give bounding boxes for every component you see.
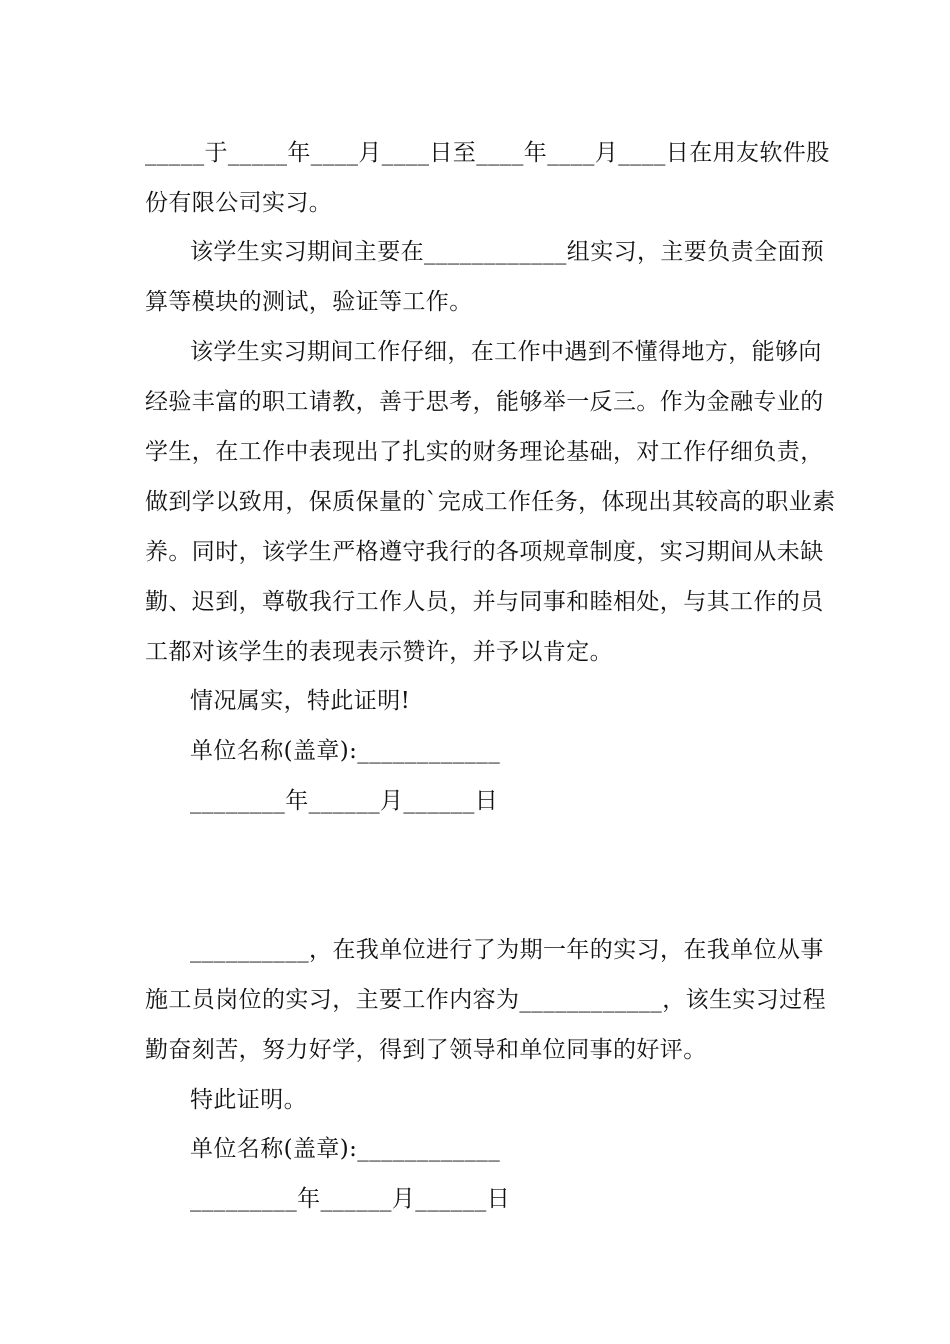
second-certificate-line-3: 勤奋刻苦，努力好学，得到了领导和单位同事的好评。 <box>145 1037 707 1063</box>
second-certificate-line-2: 施工员岗位的实习，主要工作内容为____________，该生实习过程 <box>145 987 826 1013</box>
evaluation-line-4: 做到学以致用，保质保量的`完成工作任务，体现出其较高的职业素 <box>145 489 836 515</box>
internship-group-line: 该学生实习期间主要在____________组实习，主要负责全面预 <box>190 239 825 265</box>
second-certification-statement: 特此证明。 <box>190 1087 307 1113</box>
second-date-line: _________年______月______日 <box>190 1186 511 1212</box>
evaluation-line-1: 该学生实习期间工作仔细，在工作中遇到不懂得地方，能够向 <box>190 339 822 365</box>
evaluation-line-3: 学生，在工作中表现出了扎实的财务理论基础，对工作仔细负责， <box>145 439 824 465</box>
internship-period-line: _____于_____年____月____日至____年____月____日在用友软件股 <box>145 140 830 166</box>
date-line: ________年______月______日 <box>190 788 499 814</box>
internship-company-line: 份有限公司实习。 <box>145 190 333 216</box>
evaluation-line-6: 勤、迟到，尊敬我行工作人员，并与同事和睦相处，与其工作的员 <box>145 589 824 615</box>
second-unit-name-seal-line: 单位名称(盖章):____________ <box>190 1136 501 1162</box>
evaluation-line-7: 工都对该学生的表现表示赞许，并予以肯定。 <box>145 639 613 665</box>
internship-duty-line: 算等模块的测试，验证等工作。 <box>145 289 473 315</box>
certification-statement: 情况属实，特此证明! <box>190 688 411 714</box>
unit-name-seal-line: 单位名称(盖章):____________ <box>190 738 501 764</box>
evaluation-line-2: 经验丰富的职工请教，善于思考，能够举一反三。作为金融专业的 <box>145 389 824 415</box>
evaluation-line-5: 养。同时，该学生严格遵守我行的各项规章制度，实习期间从未缺 <box>145 539 824 565</box>
second-certificate-line-1: __________，在我单位进行了为期一年的实习，在我单位从事 <box>190 937 824 963</box>
